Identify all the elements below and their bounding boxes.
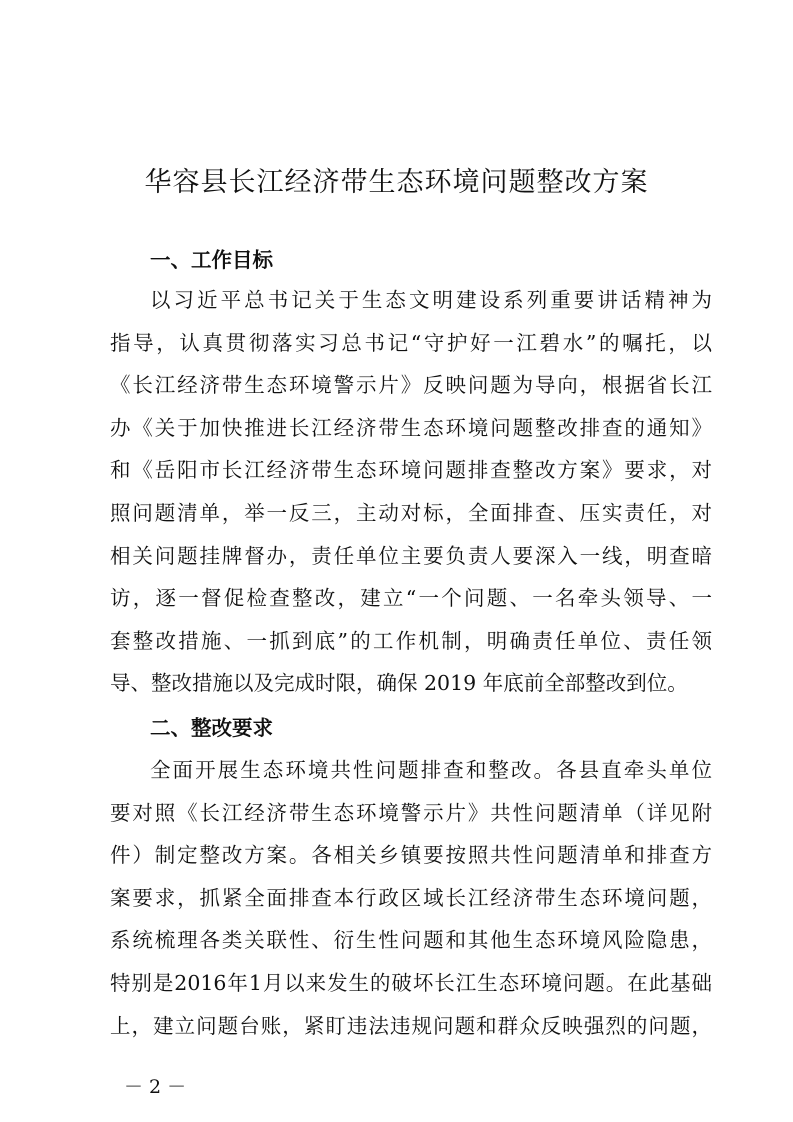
paragraph-line: 系统梳理各类关联性、衍生性问题和其他生态环境风险隐患， [110, 928, 712, 953]
paragraph-line: 访，逐一督促检查整改，建立“一个问题、一名牵头领导、一 [110, 586, 712, 611]
paragraph-line: 照问题清单，举一反三，主动对标，全面排查、压实责任，对 [110, 501, 712, 525]
paragraph-line: 《长江经济带生态环境警示片》反映问题为导向，根据省长江 [110, 373, 712, 398]
paragraph-line: 案要求，抓紧全面排查本行政区域长江经济带生态环境问题， [110, 885, 712, 910]
document-title: 华容县长江经济带生态环境问题整改方案 [144, 167, 649, 198]
paragraph-line: 特别是2016年1月以来发生的破坏长江生态环境问题。在此基础 [110, 971, 712, 995]
section-heading-requirements: 二、整改要求 [150, 716, 273, 740]
paragraph-line: 导、整改措施以及完成时限，确保 2019 年底前全部整改到位。 [110, 671, 688, 696]
section-heading-goals: 一、工作目标 [150, 248, 273, 272]
page-number: － 2 － [124, 1076, 187, 1098]
paragraph-line: 相关问题挂牌督办，责任单位主要负责人要深入一线，明查暗 [110, 543, 712, 568]
paragraph-line: 指导，认真贯彻落实习总书记“守护好一江碧水”的嘱托，以 [110, 330, 712, 355]
paragraph-line: 套整改措施、一抓到底”的工作机制，明确责任单位、责任领 [110, 628, 712, 653]
paragraph-line: 件）制定整改方案。各相关乡镇要按照共性问题清单和排查方 [110, 843, 712, 868]
paragraph-line: 全面开展生态环境共性问题排查和整改。各县直牵头单位 [150, 758, 712, 782]
paragraph-line: 要对照《长江经济带生态环境警示片》共性问题清单（详见附 [110, 800, 712, 825]
paragraph-line: 办《关于加快推进长江经济带生态环境问题整改排查的通知》 [110, 415, 712, 440]
paragraph-line: 以习近平总书记关于生态文明建设系列重要讲话精神为 [150, 288, 712, 312]
paragraph-line: 和《岳阳市长江经济带生态环境问题排查整改方案》要求，对 [110, 458, 712, 483]
paragraph-line: 上，建立问题台账，紧盯违法违规问题和群众反映强烈的问题， [110, 1013, 712, 1038]
